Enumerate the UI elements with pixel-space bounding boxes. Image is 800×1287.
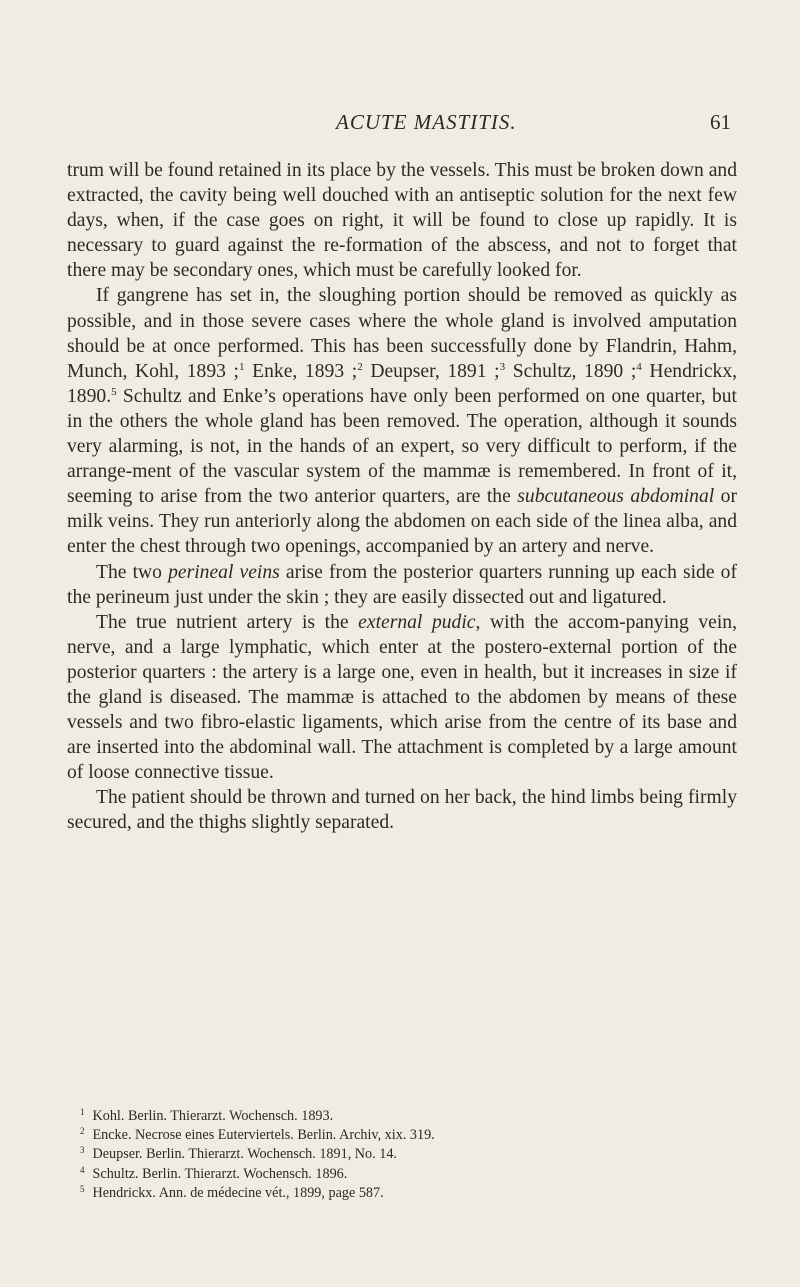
footnote	[80, 1126, 740, 1145]
italic-term: perineal veins	[168, 561, 280, 583]
footnote-text: Kohl. Berlin. Thierarzt. Wochensch. 1893.	[92, 1108, 334, 1124]
text-run: Schultz and Enke’s operations have only been performed on one quarter, but in the others the whole gland has been removed. The operation, although it sounds very alarming, is not, in the hands of an expert, so very difficult to perform, if the arrange-ment of the vascular system of the mammæ is remembered. In front of it, seeming to arise from the two anterior quarters, are the	[67, 385, 737, 508]
italic-term: subcutaneous abdominal	[517, 486, 715, 508]
footnote-text: Schultz. Berlin. Thierarzt. Wochensch. 1896.	[92, 1165, 348, 1182]
footnote	[80, 1165, 740, 1184]
footnote-ref: 5	[111, 385, 117, 398]
footnote-ref: 4	[636, 360, 642, 373]
footnote-text: Hendrickx. Ann. de médecine vét., 1899, page 587.	[92, 1184, 384, 1201]
footnote	[80, 1184, 740, 1203]
text-run: The patient should be thrown and turned on her back, the hind limbs being firmly secured, and the thighs slightly separated.	[67, 787, 737, 834]
text-run: trum will be found retained in its place by the vessels. This must be broken down and extracted, the cavity being well douched with an antiseptic solution for the next few days, when, if the case goes on right, it will be found to close up rapidly. It is necessary to guard against the re-formation of the abscess, and not to forget that there may be secondary ones, which must be carefully looked for.	[67, 160, 737, 282]
page-number: 61	[710, 110, 731, 134]
italic-term: external pudic	[358, 611, 476, 633]
text-run: Enke, 1893 ;	[244, 360, 358, 382]
footnote	[80, 1107, 740, 1126]
footnote-ref: 3	[499, 360, 506, 373]
paragraph	[67, 610, 737, 786]
paragraph	[67, 158, 737, 283]
text-run: Deupser, 1891 ;	[362, 360, 500, 382]
text-run: , with the accom-panying vein, nerve, and a large lymphatic, which enter at the postero-external portion of the posterior quarters : the artery is a large one, even in health, but it increases in size if the gland is diseased. The mammæ is attached to the abdomen by means of these vessels and two fibro-elastic ligaments, which arise from the centre of its base and are inserted into the abdominal wall. The attachment is completed by a large amount of loose connective tissue.	[67, 611, 737, 784]
running-head	[0, 110, 800, 140]
footnote-text: Deupser. Berlin. Thierarzt. Wochensch. 1891, No. 14.	[92, 1146, 397, 1163]
text-run: arise from the posterior quarters running up each side of the perineum just under the skin ; they are easily dissected out and ligatured.	[67, 561, 737, 608]
footnote-number: 4	[80, 1164, 85, 1175]
text-run: If gangrene has set in, the sloughing portion should be removed as quickly as possible, and in those severe cases where the whole gland is involved amputation should be at once performed. This has been successfully done by Flandrin, Hahm, Munch, Kohl, 1893 ;	[67, 285, 737, 382]
footnote-ref: 1	[239, 360, 245, 373]
footnote-number: 1	[80, 1107, 85, 1117]
footnote-ref: 2	[357, 360, 363, 373]
running-title: ACUTE MASTITIS.	[336, 110, 517, 134]
text-run: Hendrickx, 1890.	[67, 360, 738, 407]
text-run: The two	[96, 561, 169, 583]
footnote-number: 3	[80, 1145, 85, 1156]
text-run: Schultz, 1890 ;	[505, 360, 637, 382]
paragraph	[67, 283, 737, 559]
text-run: The true nutrient artery is the	[96, 611, 359, 633]
footnote-number: 5	[80, 1183, 85, 1194]
text-run: or milk veins. They run anteriorly along the abdomen on each side of the linea alba, and enter the chest through two openings, accompanied by an artery and nerve.	[67, 486, 737, 558]
footnote-text: Encke. Necrose eines Euterviertels. Berlin. Archiv, xix. 319.	[92, 1127, 435, 1144]
footnotes	[80, 1107, 740, 1203]
paragraph	[67, 785, 737, 835]
footnote	[80, 1145, 740, 1164]
body-text	[67, 158, 737, 836]
paragraph	[67, 560, 737, 610]
footnote-number: 2	[80, 1126, 85, 1137]
